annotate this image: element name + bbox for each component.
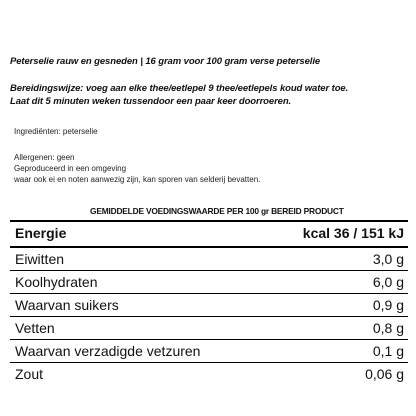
table-row <box>10 271 408 294</box>
allergens-line-2: Geproduceerd in een omgeving <box>14 164 127 173</box>
table-row <box>10 294 408 317</box>
nutrition-header: GEMIDDELDE VOEDINGSWAARDE PER 100 gr BEREID PRODUCT <box>90 206 344 216</box>
nutrient-value: 0,9 g <box>372 297 404 313</box>
energy-value: kcal 36 / 151 kJ <box>302 225 404 241</box>
energy-label: Energie <box>15 225 67 241</box>
nutrient-value: 0,06 g <box>365 366 404 382</box>
nutrient-value: 6,0 g <box>372 274 404 290</box>
nutrient-label: Eiwitten <box>15 251 65 267</box>
energy-row <box>10 222 408 248</box>
nutrient-value: 3,0 g <box>372 251 404 267</box>
nutrient-label: Waarvan suikers <box>15 297 119 313</box>
nutrition-table <box>10 220 408 385</box>
table-row <box>10 248 408 271</box>
nutrient-label: Vetten <box>15 320 55 336</box>
nutrient-label: Waarvan verzadigde vetzuren <box>15 343 201 359</box>
table-row <box>10 317 408 340</box>
preparation-line-2: Laat dit 5 minuten weken tussendoor een paar keer doorroeren. <box>10 96 292 107</box>
table-row <box>10 363 408 385</box>
product-line: Peterselie rauw en gesneden | 16 gram voor 100 gram verse peterselie <box>10 56 321 67</box>
nutrient-value: 0,8 g <box>372 320 404 336</box>
table-row <box>10 340 408 363</box>
ingredients-text: Ingrediënten: peterselie <box>14 127 98 136</box>
allergens-line-3: waar ook ei en noten aanwezig zijn, kan sporen van selderij bevatten. <box>14 175 261 184</box>
allergens-line-1: Allergenen: geen <box>14 153 75 162</box>
nutrient-label: Zout <box>15 366 44 382</box>
nutrient-value: 0,1 g <box>372 343 404 359</box>
preparation-line-1: Bereidingswijze: voeg aan elke thee/eetlepel 9 thee/eetlepels koud water toe. <box>10 83 349 94</box>
nutrient-label: Koolhydraten <box>15 274 98 290</box>
